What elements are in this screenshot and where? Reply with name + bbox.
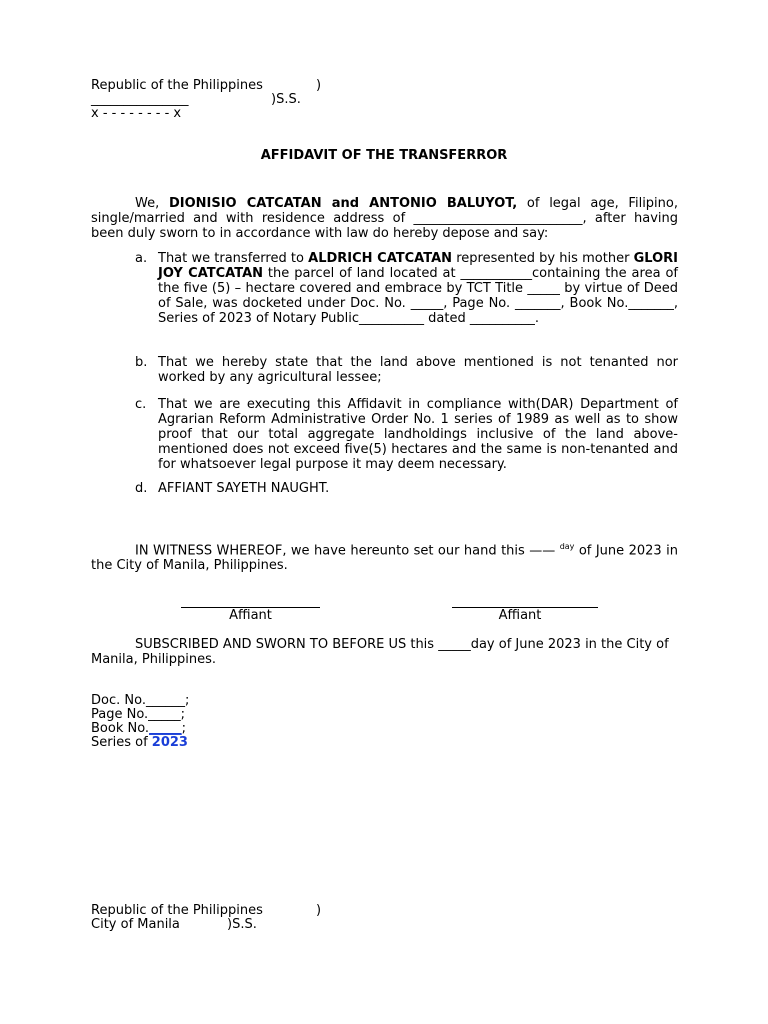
list-item-d — [135, 481, 678, 496]
footer-paren: ) — [316, 903, 322, 918]
document-title: AFFIDAVIT OF THE TRANSFERROR — [260, 148, 508, 163]
notary-series — [91, 736, 188, 750]
list-item-b — [135, 355, 678, 385]
item-marker: b. — [135, 355, 148, 370]
item-a-mother: GLORI JOY CATCATAN — [158, 251, 679, 281]
witness-text-2: of June 2023 in the City of Manila, Philippines. — [91, 543, 678, 574]
notary-page-no: Page No._____; — [91, 707, 186, 722]
witness-text-1: IN WITNESS WHEREOF, we have hereunto set our hand this —— — [135, 543, 560, 559]
intro-paragraph — [91, 196, 678, 241]
header-republic: Republic of the Philippines — [91, 78, 263, 93]
header-blank-line: _______________ — [91, 92, 189, 107]
item-marker: d. — [135, 481, 148, 496]
subscribed-paragraph — [91, 637, 678, 667]
intro-names: DIONISIO CATCATAN and ANTONIO BALUYOT, — [168, 196, 518, 211]
header-x-line: x - - - - - - - - x — [91, 106, 182, 121]
item-text — [158, 251, 678, 326]
book-blank: _____ — [149, 721, 182, 736]
header-ss: )S.S. — [271, 92, 301, 107]
header-paren: ) — [316, 78, 322, 93]
series-year: 2023 — [151, 735, 188, 750]
footer-city: City of Manila — [91, 917, 180, 932]
intro-rest: of legal age, Filipino, single/married and with residence address of __________________________, after having been duly sworn to in accordance with law do hereby depose and say: — [91, 196, 678, 241]
series-label: Series of — [91, 735, 152, 750]
affiant-label-1: Affiant — [229, 608, 272, 623]
item-text: AFFIANT SAYETH NAUGHT. — [158, 481, 330, 496]
item-a-text-1: That we transferred to — [158, 251, 309, 266]
list-item-c — [135, 397, 678, 472]
intro-we: We, — [135, 196, 169, 211]
witness-paragraph — [91, 539, 678, 573]
item-a-text-2: represented by his mother — [452, 251, 634, 266]
subscribed-text-1: SUBSCRIBED AND SWORN TO BEFORE US this _____day — [135, 637, 495, 652]
subscribed-text-2: of June 2023 in the City of Manila, Philippines. — [91, 637, 669, 667]
notary-book-no — [91, 722, 186, 736]
item-a-transferee: ALDRICH CATCATAN — [308, 251, 453, 266]
item-text: That we hereby state that the land above mentioned is not tenanted nor worked by any agricultural lessee; — [158, 355, 678, 385]
item-marker: a. — [135, 251, 148, 266]
book-end: ; — [181, 721, 186, 736]
affiant-label-2: Affiant — [498, 608, 542, 623]
item-a-text-3: the parcel of land located at ___________containing the area of the five (5) – hectare covered and embrace by TCT Title _____ by virtue of Deed of Sale, was docketed under Doc. No. _____, Page No. _______, Book No._______, Series of 2023 of Notary Public__________ dated __________. — [158, 266, 678, 326]
book-label: Book No. — [91, 721, 150, 736]
witness-day: day — [559, 542, 575, 551]
item-text: That we are executing this Affidavit in compliance with(DAR) Department of Agrarian Reform Administrative Order No. 1 series of 1989 as well as to show proof that our total aggregate landholdings inclusive of the land above-mentioned does not exceed five(5) hectares and the same is non-tenanted and for whatsoever legal purpose it may deem necessary. — [158, 397, 678, 472]
footer-republic: Republic of the Philippines — [91, 903, 263, 918]
notary-doc-no: Doc. No.______; — [91, 693, 190, 708]
list-item-a — [135, 251, 678, 326]
footer-ss: )S.S. — [227, 917, 257, 932]
item-marker: c. — [135, 397, 147, 412]
